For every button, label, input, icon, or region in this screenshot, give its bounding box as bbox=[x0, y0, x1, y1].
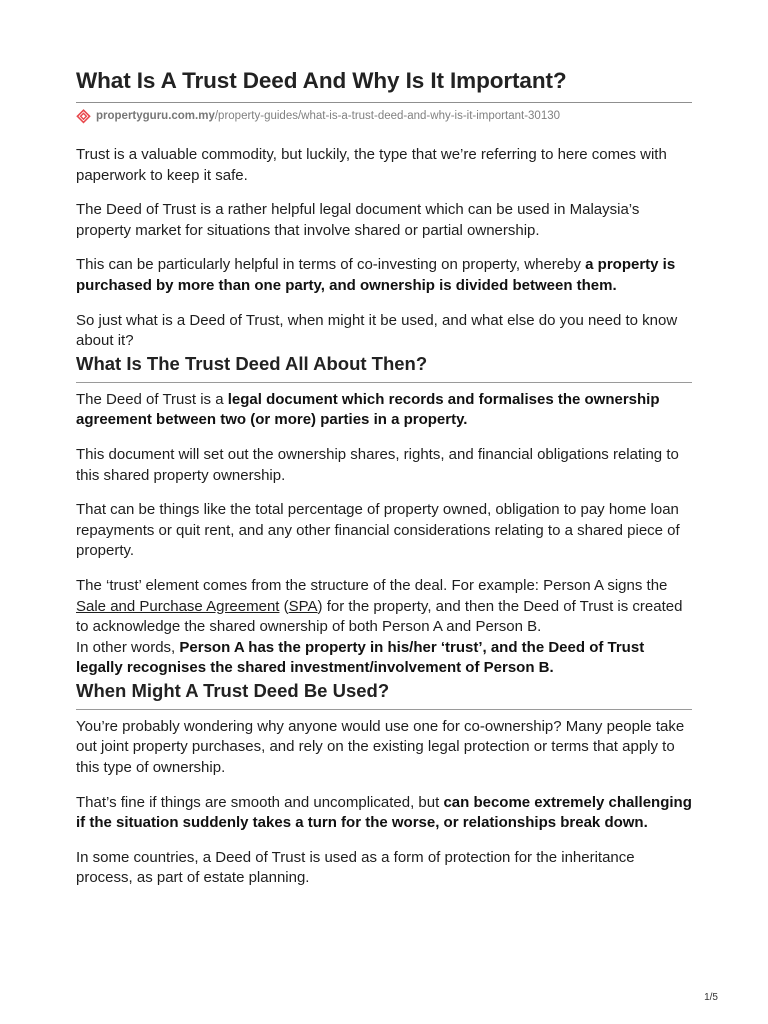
section-1-paragraph-5 bbox=[76, 638, 692, 679]
section-1-paragraph-4-text-before: The ‘trust’ element comes from the structure of the deal. For example: Person A signs the bbox=[76, 576, 668, 594]
section-1-paragraph-4-text-after: ) for the property, and then the Deed of Trust is created to acknowledge the shared ownership of both Person A and Person B. bbox=[76, 597, 683, 636]
source-path[interactable]: /property-guides/what-is-a-trust-deed-and-why-is-it-important-30130 bbox=[214, 110, 560, 122]
section-1-paragraph-3: That can be things like the total percentage of property owned, obligation to pay home loan repayments or quit rent, and any other financial considerations relating to a shared piece of property. bbox=[76, 501, 680, 560]
section-2-paragraph-1: You’re probably wondering why anyone would use one for co-ownership? Many people take out joint property purchases, and rely on the existing legal protection or terms that apply to this type of ownership. bbox=[76, 717, 685, 777]
page-number: 1/5 bbox=[704, 992, 718, 1003]
section-1-paragraph-4-text-mid: ( bbox=[279, 597, 289, 615]
section-heading-when-used: When Might A Trust Deed Be Used? bbox=[76, 679, 390, 701]
section-2-paragraph-2-text: That’s fine if things are smooth and uncomplicated, but bbox=[76, 793, 444, 811]
article-body bbox=[76, 145, 692, 889]
section-heading-trust-deed-about: What Is The Trust Deed All About Then? bbox=[76, 352, 428, 374]
spa-link[interactable]: SPA bbox=[288, 597, 318, 615]
section-2-paragraph-2-bold: can become extremely challenging if the situation suddenly takes a turn for the worse, or relationships break down. bbox=[76, 793, 692, 832]
section-1-paragraph-4 bbox=[76, 576, 692, 638]
intro-paragraph-4: So just what is a Deed of Trust, when might it be used, and what else do you need to know about it? bbox=[76, 311, 678, 350]
intro-paragraph-3-bold: a property is purchased by more than one party, and ownership is divided between them. bbox=[76, 256, 676, 294]
section-1-paragraph-1-bold: legal document which records and formalises the ownership agreement between two (or more) parties in a property. bbox=[76, 390, 660, 429]
intro-paragraph-2: The Deed of Trust is a rather helpful legal document which can be used in Malaysia’s property market for situations that involve shared or partial ownership. bbox=[76, 201, 640, 239]
section-2-divider bbox=[76, 709, 692, 710]
source-url[interactable] bbox=[76, 108, 692, 124]
section-1-paragraph-1-text: The Deed of Trust is a bbox=[76, 390, 228, 408]
propertyguru-logo-icon bbox=[76, 109, 91, 124]
section-1-paragraph-5-bold: Person A has the property in his/her ‘trust’, and the Deed of Trust legally recognises the shared investment/involvement of Person B. bbox=[76, 638, 645, 677]
section-2-paragraph-2 bbox=[76, 793, 692, 834]
section-1-paragraph-2: This document will set out the ownership shares, rights, and financial obligations relating to this shared property ownership. bbox=[76, 445, 679, 484]
intro-paragraph-3 bbox=[76, 255, 692, 296]
source-domain[interactable]: propertyguru.com.my bbox=[96, 110, 215, 122]
article-title: What Is A Trust Deed And Why Is It Important? bbox=[76, 68, 567, 93]
intro-paragraph-3-text: This can be particularly helpful in terms of co-investing on property, whereby bbox=[76, 256, 586, 274]
intro-paragraph-1: Trust is a valuable commodity, but luckily, the type that we’re referring to here comes with paperwork to keep it safe. bbox=[76, 146, 667, 184]
section-1-paragraph-5-text: In other words, bbox=[76, 638, 180, 656]
sale-and-purchase-agreement-link[interactable]: Sale and Purchase Agreement bbox=[76, 597, 280, 615]
section-1-paragraph-1 bbox=[76, 390, 692, 431]
article-page bbox=[76, 0, 692, 889]
section-1-divider bbox=[76, 382, 692, 383]
title-divider bbox=[76, 102, 692, 103]
section-2-paragraph-3: In some countries, a Deed of Trust is used as a form of protection for the inheritance process, as part of estate planning. bbox=[76, 848, 635, 887]
